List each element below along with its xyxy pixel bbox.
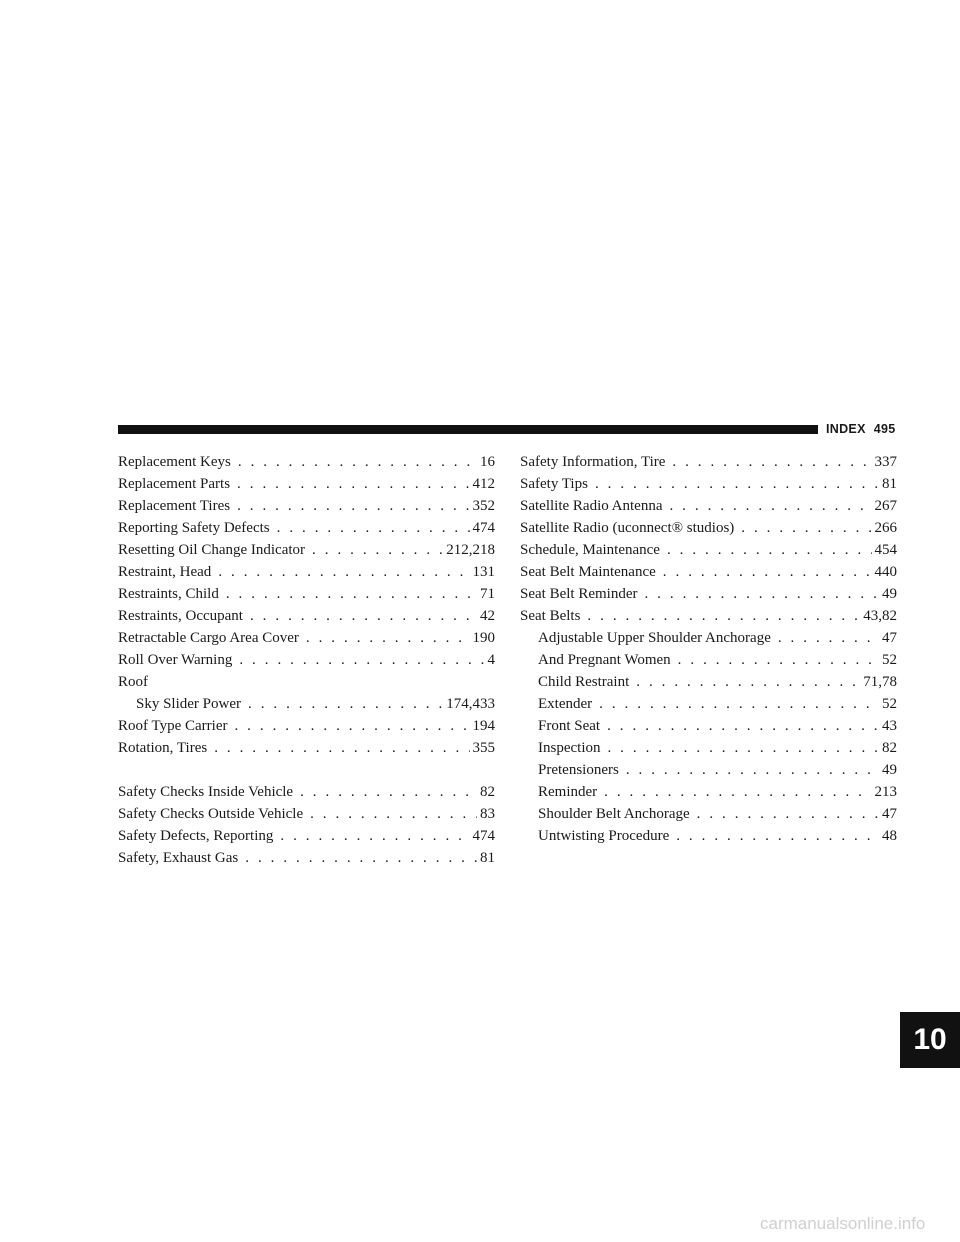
dot-leader (626, 759, 879, 781)
index-entry (520, 583, 897, 605)
dot-leader (636, 671, 860, 693)
entry-term: Sky Slider Power (136, 696, 241, 712)
dot-leader (214, 737, 469, 759)
entry-page: 266 (874, 520, 897, 536)
index-column-right (520, 451, 897, 847)
index-entry (118, 583, 495, 605)
entry-term: Satellite Radio (uconnect® studios) (520, 520, 735, 536)
entry-page: 82 (882, 740, 897, 756)
entry-term: Safety Checks Outside Vehicle (118, 806, 304, 822)
entry-page: 4 (487, 652, 495, 668)
index-entry (520, 539, 897, 561)
entry-term: Safety Tips (520, 476, 588, 492)
dot-leader (741, 517, 871, 539)
index-entry (118, 715, 495, 737)
dot-leader (587, 605, 860, 627)
entry-page: 48 (882, 828, 897, 844)
entry-page: 213 (874, 784, 897, 800)
dot-leader (669, 495, 871, 517)
index-subentry (520, 825, 897, 847)
dot-leader (697, 803, 879, 825)
entry-term: Resetting Oil Change Indicator (118, 542, 306, 558)
letter-group-gap (118, 759, 495, 781)
index-subentry (520, 803, 897, 825)
index-subentry (520, 737, 897, 759)
index-subentry (520, 693, 897, 715)
watermark-text: carmanualsonline.info (760, 1214, 926, 1233)
index-subentry (520, 627, 897, 649)
dot-leader (676, 825, 879, 847)
entry-page: 82 (480, 784, 495, 800)
dot-leader (250, 605, 477, 627)
dot-leader (604, 781, 871, 803)
entry-term: Reporting Safety Defects (118, 520, 270, 536)
entry-page: 174,433 (446, 696, 495, 712)
entry-term: Extender (538, 696, 593, 712)
index-subentry (520, 781, 897, 803)
entry-term: Inspection (538, 740, 601, 756)
entry-term: Adjustable Upper Shoulder Anchorage (538, 630, 771, 646)
chapter-tab: 10 (900, 1012, 960, 1068)
entry-term: Seat Belt Maintenance (520, 564, 656, 580)
index-entry (118, 473, 495, 495)
index-entry (520, 451, 897, 473)
index-entry (118, 737, 495, 759)
header-page-number: 495 (873, 422, 896, 436)
entry-term: Untwisting Procedure (538, 828, 670, 844)
entry-page: 267 (874, 498, 897, 514)
index-entry (118, 803, 495, 825)
entry-page: 47 (882, 630, 897, 646)
entry-page: 474 (472, 828, 495, 844)
running-header (826, 420, 895, 438)
entry-term: Seat Belt Reminder (520, 586, 638, 602)
dot-leader (599, 693, 879, 715)
dot-leader (277, 517, 470, 539)
header-rule (118, 425, 818, 434)
index-subentry (520, 649, 897, 671)
dot-leader (644, 583, 879, 605)
index-subentry (118, 693, 495, 715)
entry-term: Schedule, Maintenance (520, 542, 660, 558)
index-column-left (118, 451, 495, 869)
index-entry (118, 605, 495, 627)
entry-page: 81 (882, 476, 897, 492)
dot-leader (672, 451, 871, 473)
entry-page: 16 (480, 454, 495, 470)
index-entry (118, 781, 495, 803)
dot-leader (595, 473, 879, 495)
entry-page: 49 (882, 586, 897, 602)
entry-term: Replacement Keys (118, 454, 231, 470)
dot-leader (607, 715, 879, 737)
dot-leader (226, 583, 477, 605)
index-entry (118, 649, 495, 671)
entry-term: Restraints, Child (118, 586, 219, 602)
index-entry (118, 451, 495, 473)
dot-leader (667, 539, 872, 561)
entry-page: 412 (472, 476, 495, 492)
dot-leader (248, 693, 443, 715)
entry-term: Seat Belts (520, 608, 581, 624)
entry-page: 43 (882, 718, 897, 734)
entry-term: Child Restraint (538, 674, 630, 690)
index-entry (118, 825, 495, 847)
index-subentry (520, 715, 897, 737)
entry-page: 131 (472, 564, 495, 580)
entry-term: Safety Information, Tire (520, 454, 666, 470)
dot-leader (306, 627, 470, 649)
index-entry (520, 517, 897, 539)
index-subentry (520, 759, 897, 781)
dot-leader (312, 539, 443, 561)
index-entry (520, 473, 897, 495)
header-section-label: INDEX (826, 422, 866, 436)
index-entry (118, 495, 495, 517)
entry-page: 355 (472, 740, 495, 756)
dot-leader (245, 847, 477, 869)
entry-page: 474 (472, 520, 495, 536)
index-entry (118, 517, 495, 539)
entry-term: Replacement Tires (118, 498, 231, 514)
entry-term: And Pregnant Women (538, 652, 671, 668)
index-entry (118, 561, 495, 583)
entry-page: 440 (874, 564, 897, 580)
entry-term: Pretensioners (538, 762, 619, 778)
index-entry (520, 605, 897, 627)
dot-leader (237, 495, 469, 517)
entry-term: Roof Type Carrier (118, 718, 228, 734)
entry-page: 352 (472, 498, 495, 514)
entry-term: Reminder (538, 784, 598, 800)
dot-leader (239, 649, 484, 671)
index-entry (118, 539, 495, 561)
entry-page: 52 (882, 652, 897, 668)
entry-page: 43,82 (863, 608, 897, 624)
entry-page: 454 (874, 542, 897, 558)
entry-term: Safety Checks Inside Vehicle (118, 784, 294, 800)
entry-page: 52 (882, 696, 897, 712)
entry-page: 71 (480, 586, 495, 602)
dot-leader (237, 473, 469, 495)
entry-term: Restraint, Head (118, 564, 212, 580)
entry-page: 71,78 (863, 674, 897, 690)
index-entry (520, 561, 897, 583)
entry-page: 190 (472, 630, 495, 646)
entry-page: 194 (472, 718, 495, 734)
dot-leader (663, 561, 872, 583)
entry-term: Shoulder Belt Anchorage (538, 806, 690, 822)
index-entry (118, 847, 495, 869)
index-heading-roof: Roof (118, 674, 148, 690)
dot-leader (238, 451, 477, 473)
dot-leader (218, 561, 469, 583)
dot-leader (234, 715, 469, 737)
entry-term: Retractable Cargo Area Cover (118, 630, 299, 646)
entry-page: 47 (882, 806, 897, 822)
entry-term: Safety Defects, Reporting (118, 828, 274, 844)
entry-page: 49 (882, 762, 897, 778)
entry-term: Front Seat (538, 718, 601, 734)
entry-page: 337 (874, 454, 897, 470)
dot-leader (607, 737, 879, 759)
entry-page: 81 (480, 850, 495, 866)
dot-leader (778, 627, 879, 649)
entry-page: 212,218 (446, 542, 495, 558)
entry-term: Satellite Radio Antenna (520, 498, 663, 514)
index-entry (118, 627, 495, 649)
dot-leader (678, 649, 879, 671)
index-entry (520, 495, 897, 517)
entry-term: Rotation, Tires (118, 740, 208, 756)
dot-leader (280, 825, 469, 847)
entry-term: Safety, Exhaust Gas (118, 850, 239, 866)
dot-leader (310, 803, 477, 825)
dot-leader (300, 781, 477, 803)
entry-page: 42 (480, 608, 495, 624)
entry-term: Roll Over Warning (118, 652, 233, 668)
entry-term: Restraints, Occupant (118, 608, 243, 624)
index-subentry (520, 671, 897, 693)
entry-page: 83 (480, 806, 495, 822)
entry-term: Replacement Parts (118, 476, 231, 492)
